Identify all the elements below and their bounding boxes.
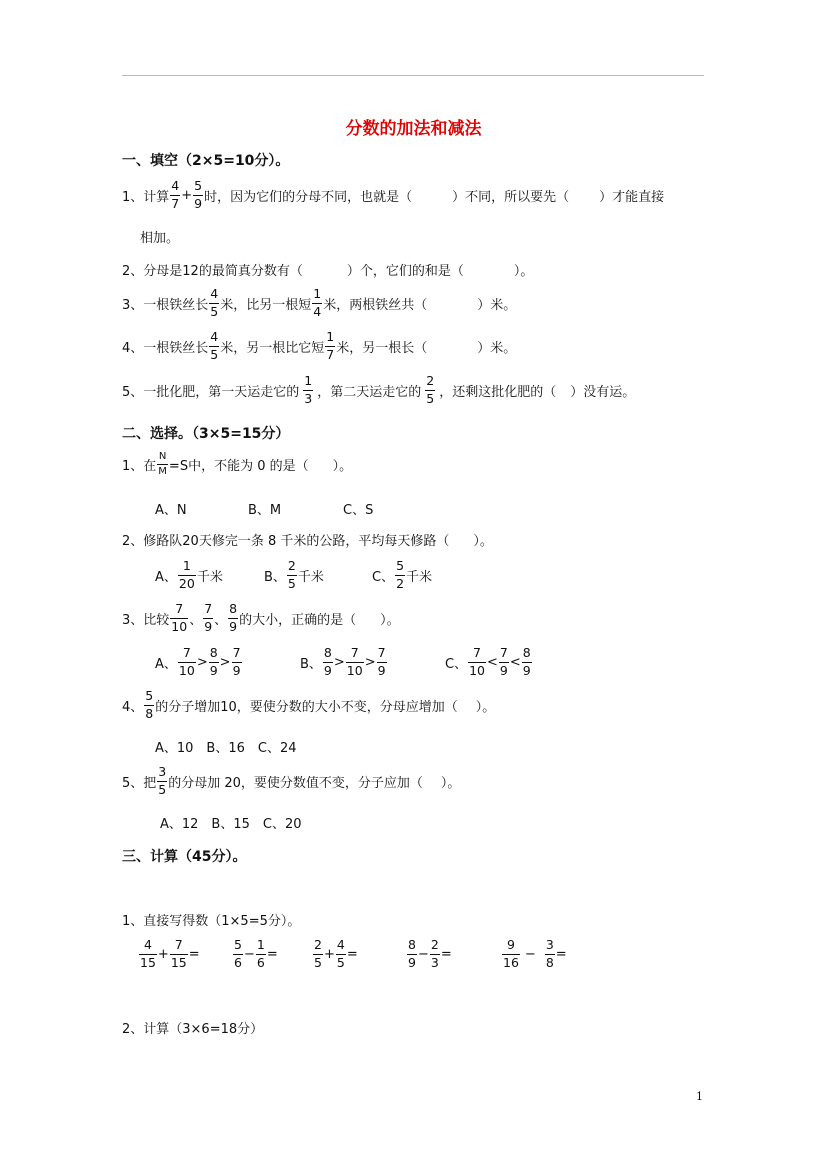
s1-question-5: 5、一批化肥，第一天运走它的 $\frac{1}{3}$ ，第二天运走它的 $\frac{2}{5}$ ，还剩这批化肥的（ ）没有运。 xyxy=(122,373,636,406)
fraction: $\frac{7}{9}$ xyxy=(377,645,386,678)
fraction: $\frac{7}{15}$ xyxy=(170,937,187,970)
fraction: $\frac{1}{7}$ xyxy=(326,329,335,362)
fraction: $\frac{5}{9}$ xyxy=(194,178,203,211)
option-a[interactable]: A、N xyxy=(155,503,187,518)
fraction: $\frac{1}{20}$ xyxy=(178,558,195,591)
fraction: $\frac{5}{8}$ xyxy=(145,688,154,721)
fraction: $\frac{8}{9}$ xyxy=(522,645,531,678)
fraction: $\frac{5}{2}$ xyxy=(396,558,405,591)
s2-question-3: 3、比较 $\frac{7}{10}$ 、 $\frac{7}{9}$ 、 $\frac{8}{9}$ 的大小，正确的是（ ）。 xyxy=(122,601,400,634)
section-2-heading: 二、选择。（3×5=15分） xyxy=(122,426,290,442)
section-3-heading: 三、计算（45分）。 xyxy=(122,849,247,865)
s3-subsection-2: 2、计算（3×6=18分） xyxy=(122,1022,264,1037)
s2-question-4-options[interactable]: A、10 B、16 C、24 xyxy=(155,741,297,756)
fraction: $\frac{2}{3}$ xyxy=(430,937,439,970)
fraction: $\frac{3}{8}$ xyxy=(545,937,554,970)
fraction: $\frac{5}{6}$ xyxy=(234,937,242,970)
s2-question-4: 4、 $\frac{5}{8}$ 的分子增加10，要使分数的大小不变，分母应增加（ ）。 xyxy=(122,688,496,721)
fraction: $\frac{4}{15}$ xyxy=(140,937,156,970)
fraction: $\frac{7}{9}$ xyxy=(499,645,508,678)
fraction: $\frac{4}{5}$ xyxy=(210,286,219,319)
fraction: $\frac{3}{5}$ xyxy=(158,764,167,797)
s1-question-4: 4、一根铁丝长 $\frac{4}{5}$ 米，另一根比它短 $\frac{1}{7}$ 米，另一根长（ ）米。 xyxy=(122,329,517,362)
s2-question-1: 1、在 $\frac{N}{M}$ =S中，不能为 0 的是（ ）。 xyxy=(122,451,353,477)
s1-question-1: 1、计算 $\frac{4}{7}$ + $\frac{5}{9}$ 时，因为它们的分母不同，也就是（ ）不同，所以要先（ ）才能直接 xyxy=(122,178,665,211)
expression-1: $\frac{4}{15}$ + $\frac{7}{15}$ = xyxy=(140,937,200,970)
option-c[interactable]: C、S xyxy=(343,503,374,518)
option-a[interactable]: A、 $\frac{1}{20}$ 千米 xyxy=(155,558,223,591)
s2-question-5-options[interactable]: A、12 B、15 C、20 xyxy=(160,817,302,832)
fraction: $\frac{7}{9}$ xyxy=(204,601,213,634)
option-b[interactable]: B、M xyxy=(248,503,282,518)
fraction: $\frac{7}{9}$ xyxy=(232,645,241,678)
option-a[interactable]: A、 $\frac{7}{10}$ > $\frac{8}{9}$ > $\frac{7}{9}$ xyxy=(155,645,241,678)
expression-3: $\frac{2}{5}$ + $\frac{4}{5}$ = xyxy=(314,937,358,970)
fraction: $\frac{8}{9}$ xyxy=(209,645,218,678)
page-title: 分数的加法和减法 xyxy=(345,119,482,139)
option-b[interactable]: B、 $\frac{8}{9}$ > $\frac{7}{10}$ > $\frac{7}{9}$ xyxy=(300,645,386,678)
s1-question-2: 2、分母是12的最简真分数有（ ）个，它们的和是（ ）。 xyxy=(122,264,534,279)
expression-2: $\frac{5}{6}$ − $\frac{1}{6}$ = xyxy=(234,937,278,970)
fraction: $\frac{8}{9}$ xyxy=(229,601,238,634)
fraction: $\frac{7}{10}$ xyxy=(178,645,195,678)
fraction: $\frac{2}{5}$ xyxy=(426,373,435,406)
fraction: $\frac{2}{5}$ xyxy=(314,937,322,970)
option-b[interactable]: B、 $\frac{2}{5}$ 千米 xyxy=(264,558,324,591)
s1-question-1-cont: 相加。 xyxy=(140,231,180,246)
fraction: $\frac{8}{9}$ xyxy=(323,645,332,678)
s2-question-5: 5、把 $\frac{3}{5}$ 的分母加 20，要使分数值不变，分子应加（ ）。 xyxy=(122,764,461,797)
fraction: $\frac{1}{3}$ xyxy=(304,373,313,406)
fraction: $\frac{7}{10}$ xyxy=(469,645,485,678)
s1-question-3: 3、一根铁丝长 $\frac{4}{5}$ 米，比另一根短 $\frac{1}{4}$ 米，两根铁丝共（ ）米。 xyxy=(122,286,517,319)
fraction: $\frac{1}{6}$ xyxy=(256,937,265,970)
option-c[interactable]: C、 $\frac{7}{10}$ < $\frac{7}{9}$ < $\frac{8}{9}$ xyxy=(445,645,531,678)
section-1-heading: 一、填空（2×5=10分）。 xyxy=(122,153,290,169)
fraction: $\frac{7}{10}$ xyxy=(346,645,363,678)
header-rule xyxy=(122,75,704,76)
fraction: $\frac{4}{5}$ xyxy=(210,329,219,362)
fraction: $\frac{7}{10}$ xyxy=(171,601,188,634)
fraction: $\frac{1}{4}$ xyxy=(313,286,322,319)
fraction: $\frac{9}{16}$ xyxy=(503,937,519,970)
fraction: $\frac{4}{5}$ xyxy=(336,937,345,970)
expression-5: $\frac{9}{16}$ − $\frac{3}{8}$ = xyxy=(503,937,567,970)
option-c[interactable]: C、 $\frac{5}{2}$ 千米 xyxy=(372,558,433,591)
page-number: 1 xyxy=(696,1090,703,1103)
expression-4: $\frac{8}{9}$ − $\frac{2}{3}$ = xyxy=(408,937,452,970)
fraction: $\frac{4}{7}$ xyxy=(171,178,180,211)
s2-question-2: 2、修路队20天修完一条 8 千米的公路，平均每天修路（ ）。 xyxy=(122,534,493,549)
fraction: $\frac{2}{5}$ xyxy=(287,558,296,591)
fraction: $\frac{N}{M}$ xyxy=(158,451,167,477)
s3-subsection-1: 1、直接写得数（1×5=5分）。 xyxy=(122,914,301,929)
fraction: $\frac{8}{9}$ xyxy=(408,937,416,970)
